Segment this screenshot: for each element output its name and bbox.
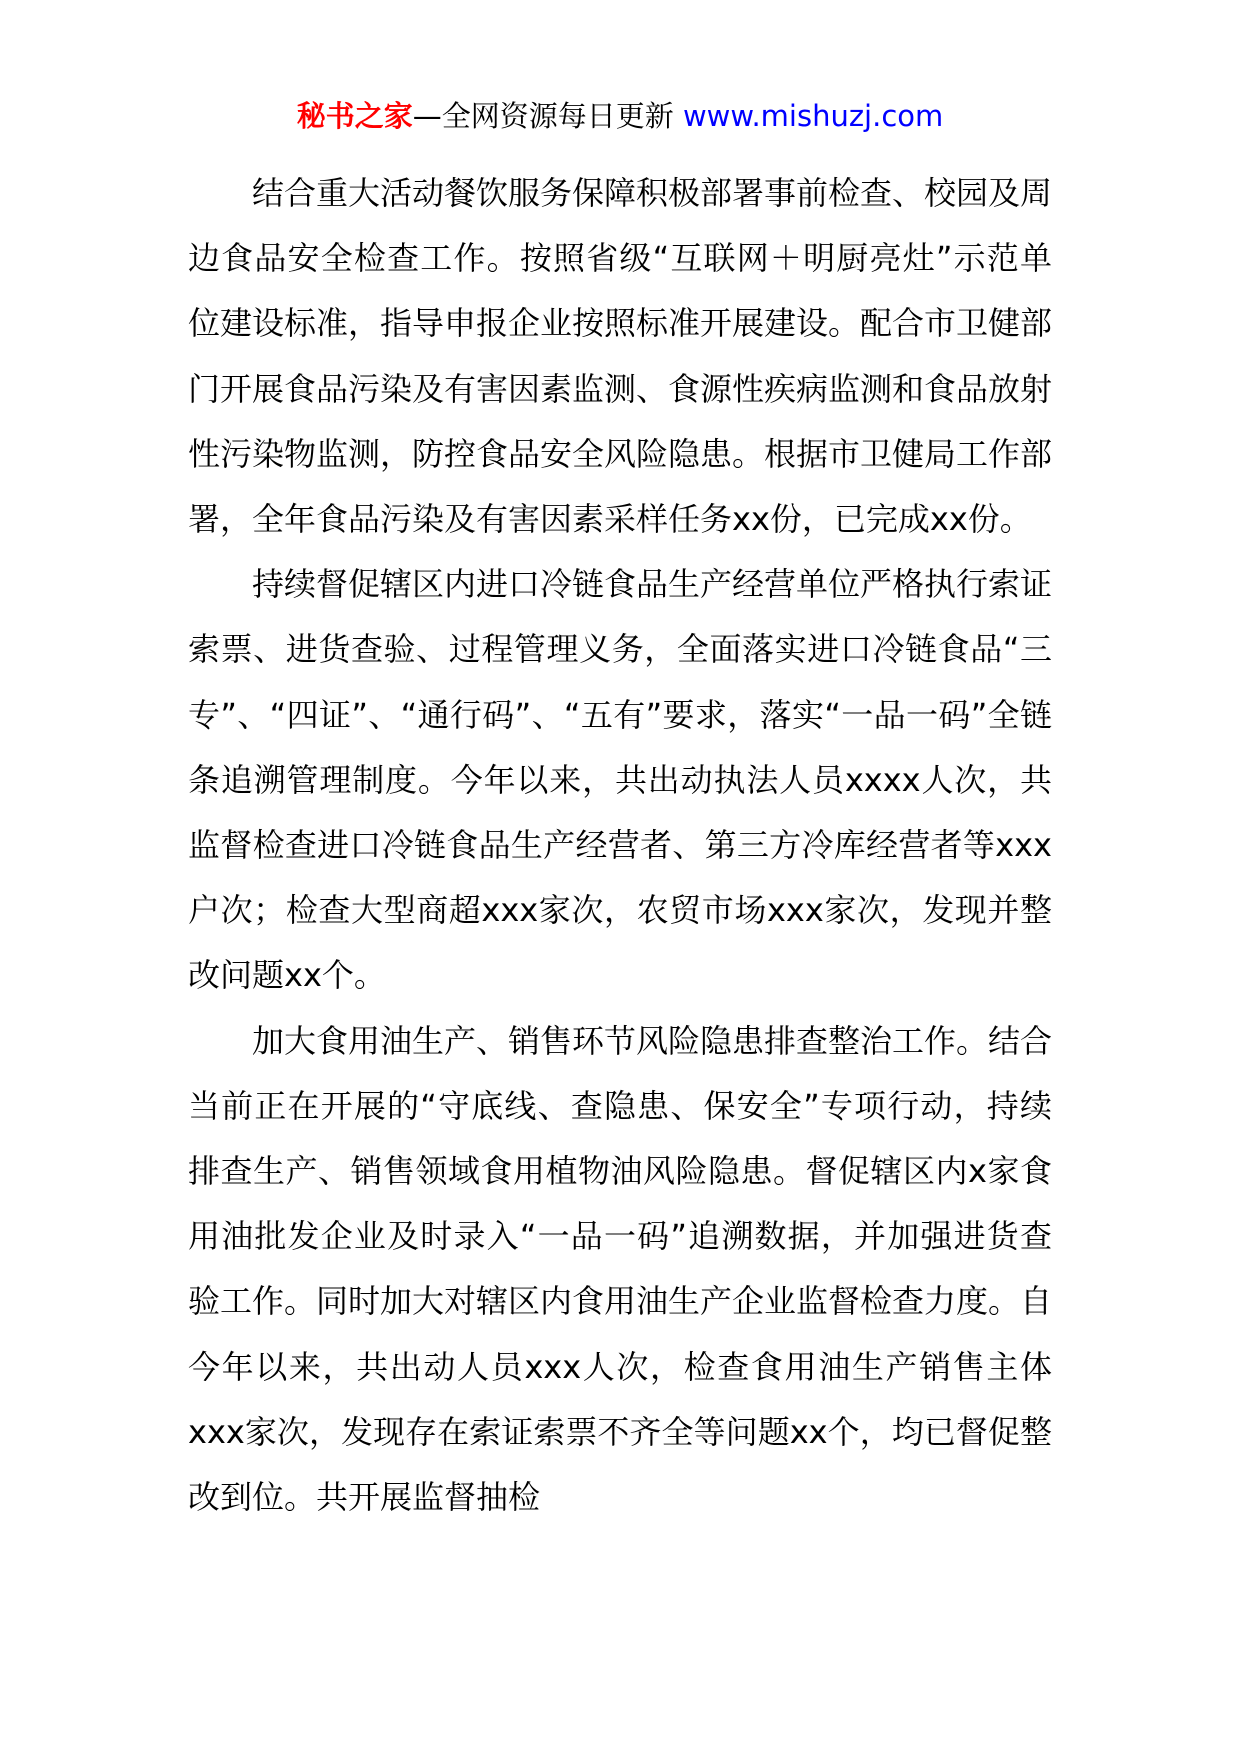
site-url-link[interactable]: www.mishuzj.com bbox=[682, 99, 944, 133]
document-body bbox=[188, 161, 1052, 1530]
paragraph-catering-safety: 结合重大活动餐饮服务保障积极部署事前检查、校园及周边食品安全检查工作。按照省级“互联网＋明厨亮灶”示范单位建设标准，指导申报企业按照标准开展建设。配合市卫健部门开展食品污染及有害因素监测、食源性疾病监测和食品放射性污染物监测，防控食品安全风险隐患。根据市卫健局工作部署，全年食品污染及有害因素采样任务xx份，已完成xx份。 bbox=[188, 174, 1053, 539]
header-tagline: —全网资源每日更新 bbox=[412, 99, 674, 133]
paragraph-edible-oil: 加大食用油生产、销售环节风险隐患排查整治工作。结合当前正在开展的“守底线、查隐患、保安全”专项行动，持续排查生产、销售领域食用植物油风险隐患。督促辖区内x家食用油批发企业及时录入“一品一码”追溯数据，并加强进货查验工作。同时加大对辖区内食用油生产企业监督检查力度。自今年以来，共出动人员xxx人次，检查食用油生产销售主体xxx家次，发现存在索证索票不齐全等问题xx个，均已督促整改到位。共开展监督抽检 bbox=[188, 1021, 1053, 1517]
brand-name: 秘书之家 bbox=[296, 99, 413, 133]
page-header bbox=[0, 96, 1240, 136]
paragraph-cold-chain: 持续督促辖区内进口冷链食品生产经营单位严格执行索证索票、进货查验、过程管理义务，全面落实进口冷链食品“三专”、“四证”、“通行码”、“五有”要求，落实“一品一码”全链条追溯管理制度。今年以来，共出动执法人员xxxx人次，共监督检查进口冷链食品生产经营者、第三方冷库经营者等xxx户次；检查大型商超xxx家次，农贸市场xxx家次，发现并整改问题xx个。 bbox=[188, 565, 1053, 995]
